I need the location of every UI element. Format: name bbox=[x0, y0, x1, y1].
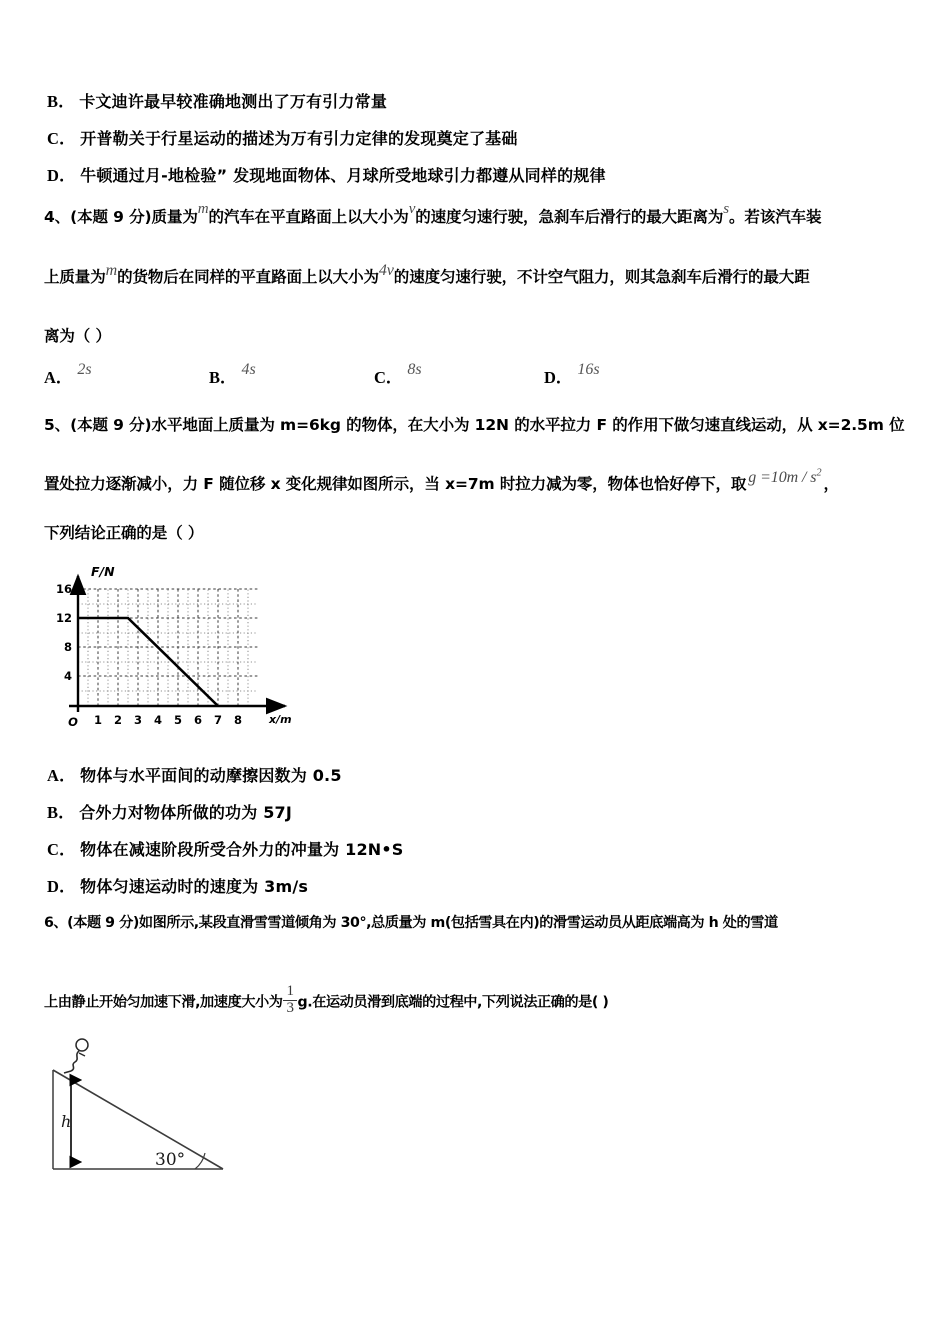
angle-label: 30° bbox=[155, 1150, 186, 1170]
option-letter: B． bbox=[209, 368, 237, 387]
option-d-q3 bbox=[47, 162, 606, 186]
q4-text-f: 的货物后在同样的平直路面上以大小为 bbox=[117, 268, 379, 286]
svg-text:6: 6 bbox=[193, 713, 203, 727]
question-score: (本题 9 分) bbox=[70, 416, 152, 434]
question-5-line-1 bbox=[44, 413, 904, 435]
svg-text:4: 4 bbox=[63, 669, 72, 683]
skier-head bbox=[76, 1039, 88, 1051]
question-4-line-2 bbox=[44, 262, 810, 287]
option-text: 合外力对物体所做的功为 57J bbox=[79, 803, 293, 822]
option-b-q3 bbox=[47, 88, 387, 112]
option-text: 物体匀速运动时的速度为 3m/s bbox=[80, 877, 309, 896]
question-score: (本题 9 分) bbox=[67, 915, 139, 931]
q4-text-c: 的速度匀速行驶，急刹车后滑行的最大距离为 bbox=[415, 208, 724, 226]
height-label: h bbox=[61, 1112, 72, 1131]
option-text: 物体在减速阶段所受合外力的冲量为 12N•S bbox=[80, 840, 404, 859]
svg-text:12: 12 bbox=[55, 611, 72, 625]
option-letter: C． bbox=[47, 129, 76, 148]
q6-text-a: 如图所示,某段直滑雪雪道倾角为 30°,总质量为 m(包括雪具在内)的滑雪运动员从距底端高为 h 处的雪道 bbox=[138, 915, 778, 931]
option-text: 物体与水平面间的动摩擦因数为 0.5 bbox=[80, 766, 342, 785]
acceleration-fraction bbox=[283, 984, 296, 1017]
question-score: (本题 9 分) bbox=[70, 208, 152, 226]
q4-option-a bbox=[44, 361, 92, 388]
fraction-denominator: 3 bbox=[286, 999, 294, 1016]
option-text: 卡文迪许最早较准确地测出了万有引力常量 bbox=[79, 92, 388, 111]
svg-text:1: 1 bbox=[93, 713, 103, 727]
option-letter: B． bbox=[47, 803, 75, 822]
option-letter: C． bbox=[374, 368, 403, 387]
option-letter: A． bbox=[47, 766, 76, 785]
q4-option-d bbox=[544, 361, 600, 388]
q4-text-d: 。若该汽车装 bbox=[729, 208, 822, 226]
option-text: 牛顿通过月-地检验” 发现地面物体、月球所受地球引力都遵从同样的规律 bbox=[80, 166, 606, 185]
svg-text:8: 8 bbox=[233, 713, 243, 727]
fraction-numerator: 1 bbox=[286, 983, 294, 999]
gravity-constant: $g =10m / s^2$ bbox=[748, 467, 822, 486]
q4-text-e: 上质量为 bbox=[44, 268, 106, 286]
skier-leg bbox=[64, 1071, 71, 1073]
skier-body bbox=[71, 1051, 79, 1071]
q5-text-b: 置处拉力逐渐减小，力 F 随位移 x 变化规律如图所示，当 x=7m 时拉力减为零，物体也恰好停下，取 bbox=[44, 475, 747, 493]
question-6-line-1 bbox=[44, 912, 778, 932]
q4-text-a: 质量为 bbox=[151, 208, 198, 226]
svg-text:2: 2 bbox=[113, 713, 123, 727]
option-c-q3 bbox=[47, 125, 518, 149]
option-letter: D． bbox=[47, 877, 76, 896]
question-number: 5、 bbox=[44, 416, 71, 434]
svg-text:16: 16 bbox=[55, 582, 72, 596]
q5-option-a bbox=[47, 762, 342, 786]
q4-option-b bbox=[209, 361, 256, 388]
variable-m2: m bbox=[105, 262, 118, 279]
variable-m: m bbox=[197, 201, 209, 217]
q4-option-c bbox=[374, 361, 422, 388]
option-letter: B． bbox=[47, 92, 75, 111]
option-value: 2s bbox=[77, 361, 92, 378]
q6-text-b: 上由静止开始匀加速下滑,加速度大小为 bbox=[44, 994, 283, 1011]
q5-option-c bbox=[47, 836, 404, 860]
option-value: 4s bbox=[241, 361, 256, 378]
option-letter: C． bbox=[47, 840, 76, 859]
variable-4v: 4v bbox=[378, 262, 394, 279]
svg-text:3: 3 bbox=[133, 713, 143, 727]
skier-icon bbox=[64, 1039, 88, 1073]
variable-s: s bbox=[723, 201, 730, 217]
question-4-line-3: 离为（ ） bbox=[44, 327, 111, 345]
option-text: 开普勒关于行星运动的描述为万有引力定律的发现奠定了基础 bbox=[80, 129, 518, 148]
slope-hypotenuse bbox=[53, 1070, 223, 1169]
skier-arm bbox=[79, 1053, 85, 1056]
question-number: 4、 bbox=[44, 208, 71, 226]
y-axis-label: F/N bbox=[91, 564, 115, 579]
question-5-line-3: 下列结论正确的是（ ） bbox=[44, 524, 204, 542]
q5-option-b bbox=[47, 799, 292, 823]
option-value: 8s bbox=[407, 361, 422, 378]
option-value: 16s bbox=[577, 361, 600, 378]
q5-text-c: ， bbox=[823, 475, 839, 493]
question-5-line-2 bbox=[44, 467, 839, 494]
svg-text:5: 5 bbox=[173, 713, 183, 727]
x-axis-label: x/m bbox=[269, 713, 292, 726]
option-letter: D． bbox=[544, 368, 573, 387]
svg-text:8: 8 bbox=[63, 640, 72, 654]
exponent: 2 bbox=[816, 467, 822, 479]
q5-option-d bbox=[47, 873, 308, 897]
question-4-line-1 bbox=[44, 201, 822, 227]
option-letter: D． bbox=[47, 166, 76, 185]
incline-diagram bbox=[35, 1032, 265, 1192]
q4-text-g: 的速度匀速行驶，不计空气阻力，则其急刹车后滑行的最大距 bbox=[393, 268, 810, 286]
y-tick-labels bbox=[56, 582, 72, 683]
svg-text:O: O bbox=[68, 715, 78, 729]
q4-text-b: 的汽车在平直路面上以大小为 bbox=[208, 208, 409, 226]
option-letter: A． bbox=[44, 368, 73, 387]
force-displacement-graph bbox=[45, 560, 325, 745]
svg-text:4: 4 bbox=[153, 713, 163, 727]
question-number: 6、 bbox=[44, 915, 68, 931]
variable-v: v bbox=[408, 201, 416, 217]
x-tick-labels bbox=[68, 713, 242, 729]
q5-text-a: 水平地面上质量为 m=6kg 的物体，在大小为 12N 的水平拉力 F 的作用下做匀速直线运动，从 x=2.5m 位 bbox=[151, 416, 905, 434]
q6-text-c: g.在运动员滑到底端的过程中,下列说法正确的是( ) bbox=[297, 994, 609, 1011]
grid-major-horizontal bbox=[78, 589, 258, 676]
question-6-line-2 bbox=[44, 984, 608, 1017]
svg-text:7: 7 bbox=[213, 713, 223, 727]
